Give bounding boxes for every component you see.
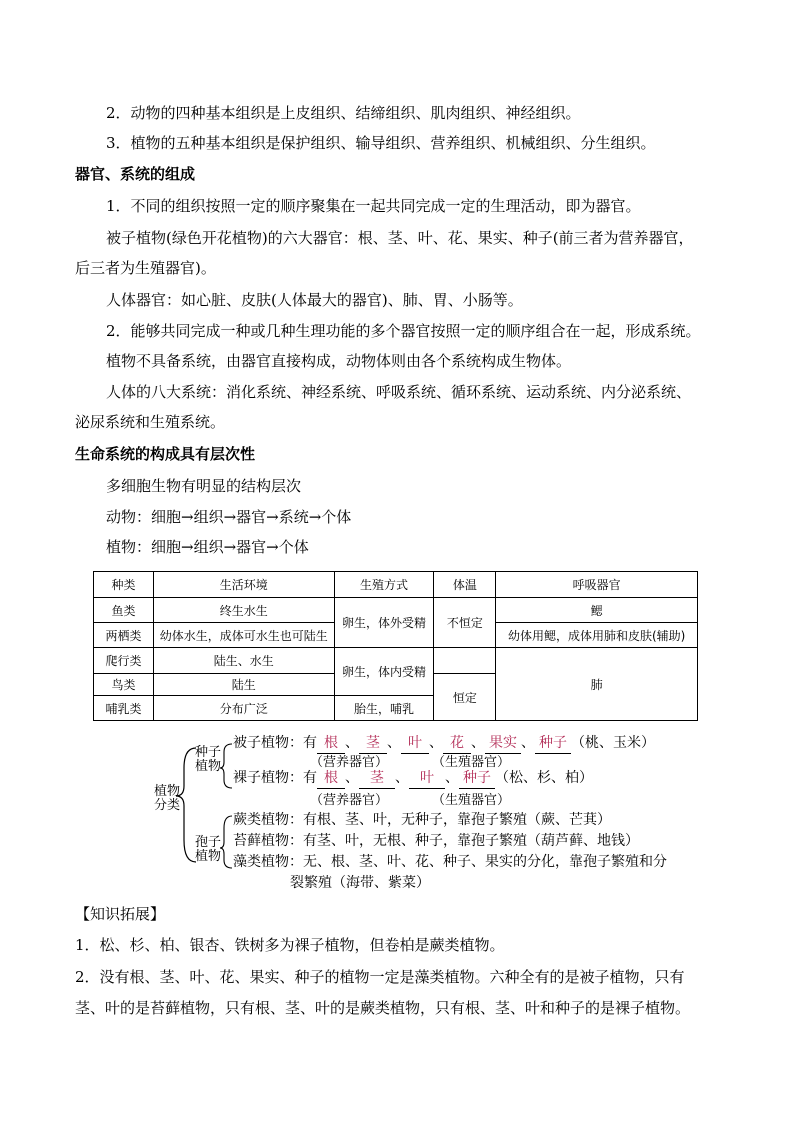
angio-organ-leaf: 叶 bbox=[401, 735, 429, 754]
cell-kind-amphibian: 两栖类 bbox=[94, 623, 154, 648]
gymno-organ-stem: 茎 bbox=[359, 770, 395, 789]
section-heading-organs-systems: 器官、系统的组成 bbox=[75, 165, 196, 183]
gymno-reproductive-note: （生殖器官） bbox=[432, 792, 511, 807]
section-heading-hierarchy: 生命系统的构成具有层次性 bbox=[75, 445, 256, 463]
paragraph-system-definition: 2．能够共同完成一种或几种生理功能的多个器官按照一定的顺序组合在一起，形成系统。 bbox=[106, 322, 701, 340]
paragraph-angiosperm-organs-cont: 后三者为生殖器官)。 bbox=[75, 259, 216, 277]
cell-temp-constant: 恒定 bbox=[434, 674, 496, 721]
separator: 、 bbox=[471, 736, 485, 751]
root-plant-classification: 植物 分类 bbox=[154, 783, 181, 812]
angiosperm-line bbox=[233, 735, 655, 754]
cell-temp-not-constant: 不恒定 bbox=[434, 598, 496, 648]
gymno-vegetative-note: （营养器官） bbox=[310, 792, 389, 807]
cell-repro-mammal: 胎生，哺乳 bbox=[334, 696, 434, 721]
paragraph-angiosperm-organs: 被子植物(绿色开花植物)的六大器官：根、茎、叶、花、果实、种子(前三者为营养器官， bbox=[106, 229, 694, 247]
cell-env-fish: 终生水生 bbox=[153, 598, 334, 623]
paragraph-multicellular: 多细胞生物有明显的结构层次 bbox=[106, 477, 302, 495]
header-kind: 种类 bbox=[94, 572, 154, 598]
extension-title: 【知识拓展】 bbox=[75, 905, 166, 923]
separator: 、 bbox=[387, 736, 401, 751]
separator: 、 bbox=[445, 771, 459, 786]
angio-vegetative-note: （营养器官） bbox=[310, 754, 389, 769]
fern-line: 蕨类植物：有根、茎、叶，无种子，靠孢子繁殖（蕨、芒萁） bbox=[233, 813, 611, 828]
paragraph-human-organs: 人体器官：如心脏、皮肤(人体最大的器官)、肺、胃、小肠等。 bbox=[106, 291, 523, 309]
cell-resp-amphibian: 幼体用鳃，成体用肺和皮肤(辅助) bbox=[496, 623, 698, 648]
separator: 、 bbox=[429, 736, 443, 751]
separator: 、 bbox=[345, 736, 359, 751]
cell-env-bird: 陆生 bbox=[153, 674, 334, 696]
cell-env-mammal: 分布广泛 bbox=[153, 696, 334, 721]
paragraph-eight-systems: 人体的八大系统：消化系统、神经系统、呼吸系统、循环系统、运动系统、内分泌系统、 bbox=[106, 383, 692, 401]
moss-line: 苔藓植物：有茎、叶，无根、种子，靠孢子繁殖（葫芦藓、地钱） bbox=[233, 834, 639, 849]
cell-resp-gills: 鳃 bbox=[496, 598, 698, 623]
angiosperm-examples: （桃、玉米） bbox=[571, 736, 655, 751]
paragraph-plant-no-system: 植物不具备系统，由器官直接构成，动物体则由各个系统构成生物体。 bbox=[106, 352, 572, 370]
extension-item-2-cont: 茎、叶的是苔藓植物，只有根、茎、叶的是蕨类植物，只有根、茎、叶和种子的是裸子植物。 bbox=[75, 999, 691, 1017]
gymnosperm-line bbox=[233, 770, 593, 789]
cell-repro-external: 卵生，体外受精 bbox=[334, 598, 434, 648]
separator: 、 bbox=[395, 771, 409, 786]
paragraph-plant-hierarchy: 植物：细胞→组织→器官→个体 bbox=[106, 538, 309, 556]
angio-organ-flower: 花 bbox=[443, 735, 471, 754]
separator: 、 bbox=[345, 771, 359, 786]
gymno-organ-root: 根 bbox=[317, 770, 345, 789]
angio-organ-seed: 种子 bbox=[535, 735, 571, 754]
cell-kind-mammal: 哺乳类 bbox=[94, 696, 154, 721]
angio-organ-fruit: 果实 bbox=[485, 735, 521, 754]
angiosperm-prefix: 被子植物：有 bbox=[233, 736, 317, 751]
angio-reproductive-note: （生殖器官） bbox=[432, 754, 511, 769]
cell-env-amphibian: 幼体水生，成体可水生也可陆生 bbox=[153, 623, 334, 648]
cell-resp-lungs: 肺 bbox=[496, 648, 698, 721]
angio-organ-root: 根 bbox=[317, 735, 345, 754]
header-environment: 生活环境 bbox=[153, 572, 334, 598]
cell-kind-bird: 鸟类 bbox=[94, 674, 154, 696]
gymno-organ-seed: 种子 bbox=[459, 770, 495, 789]
gymnosperm-prefix: 裸子植物：有 bbox=[233, 771, 317, 786]
cell-repro-internal: 卵生，体内受精 bbox=[334, 648, 434, 696]
angio-organ-stem: 茎 bbox=[359, 735, 387, 754]
paragraph-organ-definition: 1．不同的组织按照一定的顺序聚集在一起共同完成一定的生理活动，即为器官。 bbox=[106, 197, 641, 215]
gymnosperm-examples: （松、杉、柏） bbox=[495, 771, 593, 786]
extension-item-1: 1．松、杉、柏、银杏、铁树多为裸子植物，但卷柏是蕨类植物。 bbox=[75, 936, 505, 954]
paragraph-eight-systems-cont: 泌尿系统和生殖系统。 bbox=[75, 413, 226, 431]
cell-kind-reptile: 爬行类 bbox=[94, 648, 154, 674]
header-temperature: 体温 bbox=[434, 572, 496, 598]
paragraph-animal-tissues: 2．动物的四种基本组织是上皮组织、结缔组织、肌肉组织、神经组织。 bbox=[106, 104, 581, 122]
paragraph-animal-hierarchy: 动物：细胞→组织→器官→系统→个体 bbox=[106, 508, 352, 526]
cell-env-reptile: 陆生、水生 bbox=[153, 648, 334, 674]
extension-item-2: 2．没有根、茎、叶、花、果实、种子的植物一定是藻类植物。六种全有的是被子植物，只有 bbox=[75, 968, 685, 986]
paragraph-plant-tissues: 3．植物的五种基本组织是保护组织、输导组织、营养组织、机械组织、分生组织。 bbox=[106, 134, 656, 152]
algae-line-cont: 裂繁殖（海带、紫菜） bbox=[290, 876, 430, 891]
separator: 、 bbox=[521, 736, 535, 751]
cell-kind-fish: 鱼类 bbox=[94, 598, 154, 623]
gymno-organ-leaf: 叶 bbox=[409, 770, 445, 789]
group-seed-plants: 种子 植物 bbox=[195, 744, 222, 773]
header-reproduction: 生殖方式 bbox=[334, 572, 434, 598]
header-respiration: 呼吸器官 bbox=[496, 572, 698, 598]
algae-line: 藻类植物：无、根、茎、叶、花、种子、果实的分化，靠孢子繁殖和分 bbox=[233, 855, 667, 870]
group-spore-plants: 孢子 植物 bbox=[195, 834, 222, 863]
